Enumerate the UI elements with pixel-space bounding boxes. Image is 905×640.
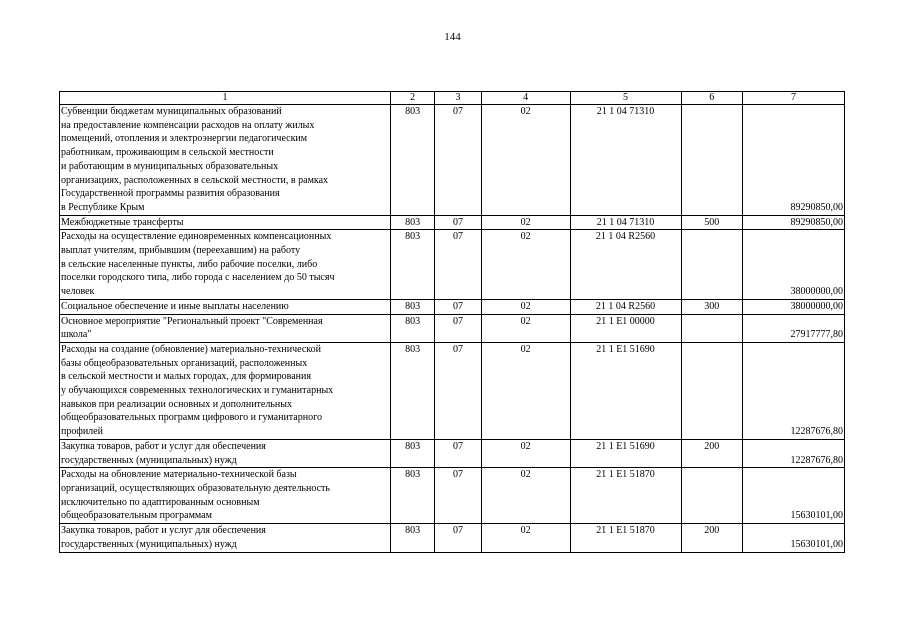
target-article-code: 21 1 E1 00000	[570, 314, 681, 342]
section-code: 07	[435, 299, 481, 314]
subsection-code: 02	[481, 215, 570, 230]
header-cell: 5	[570, 92, 681, 105]
section-code: 07	[435, 314, 481, 342]
table-row	[60, 105, 845, 216]
ministry-code: 803	[390, 299, 434, 314]
ministry-code: 803	[390, 215, 434, 230]
header-cell: 2	[390, 92, 434, 105]
row-name: Закупка товаров, работ и услуг для обеспечения государственных (муниципальных) нужд	[60, 439, 391, 467]
subsection-code: 02	[481, 524, 570, 552]
subsection-code: 02	[481, 439, 570, 467]
section-code: 07	[435, 468, 481, 524]
table-row	[60, 439, 845, 467]
row-name: Расходы на осуществление единовременных компенсационных выплат учителям, прибывшим (переехавшим) на работу в сельские населенные пункты, либо рабочие поселки, либо поселки городского типа, либо города с населением до 50 тысяч человек	[60, 230, 391, 300]
page-number: 144	[444, 31, 461, 43]
expense-type-code	[681, 468, 743, 524]
expense-type-code: 200	[681, 524, 743, 552]
subsection-code: 02	[481, 105, 570, 216]
row-name: Межбюджетные трансферты	[60, 215, 391, 230]
row-name: Основное мероприятие "Региональный проект "Современная школа"	[60, 314, 391, 342]
amount: 15630101,00	[743, 468, 845, 524]
ministry-code: 803	[390, 105, 434, 216]
row-name: Субвенции бюджетам муниципальных образований на предоставление компенсации расходов на оплату жилых помещений, отопления и электроэнергии педагогическим работникам, проживающим в сельской местности и работающим в муниципальных образовательных организациях, расположенных в сельской местности, в рамках Государственной программы развития образования в Республике Крым	[60, 105, 391, 216]
target-article-code: 21 1 E1 51870	[570, 468, 681, 524]
amount: 27917777,80	[743, 314, 845, 342]
table-row	[60, 342, 845, 439]
expense-type-code	[681, 105, 743, 216]
ministry-code: 803	[390, 342, 434, 439]
expense-type-code: 500	[681, 215, 743, 230]
amount: 89290850,00	[743, 215, 845, 230]
table-row	[60, 524, 845, 552]
section-code: 07	[435, 215, 481, 230]
section-code: 07	[435, 524, 481, 552]
subsection-code: 02	[481, 314, 570, 342]
target-article-code: 21 1 E1 51690	[570, 342, 681, 439]
amount: 38000000,00	[743, 299, 845, 314]
ministry-code: 803	[390, 314, 434, 342]
header-cell: 1	[60, 92, 391, 105]
ministry-code: 803	[390, 230, 434, 300]
table-row	[60, 314, 845, 342]
section-code: 07	[435, 230, 481, 300]
amount: 12287676,80	[743, 342, 845, 439]
amount: 89290850,00	[743, 105, 845, 216]
ministry-code: 803	[390, 439, 434, 467]
target-article-code: 21 1 04 R2560	[570, 230, 681, 300]
expense-type-code: 200	[681, 439, 743, 467]
amount: 12287676,80	[743, 439, 845, 467]
subsection-code: 02	[481, 230, 570, 300]
table-row	[60, 299, 845, 314]
header-row	[60, 92, 845, 105]
target-article-code: 21 1 04 71310	[570, 105, 681, 216]
row-name: Расходы на создание (обновление) материально-технической базы общеобразовательных организаций, расположенных в сельской местности и малых городах, для формирования у обучающихся современных технологических и гуманитарных навыков при реализации основных и дополнительных общеобразовательных программ цифрового и гуманитарного профилей	[60, 342, 391, 439]
header-cell: 4	[481, 92, 570, 105]
row-name: Закупка товаров, работ и услуг для обеспечения государственных (муниципальных) нужд	[60, 524, 391, 552]
target-article-code: 21 1 E1 51690	[570, 439, 681, 467]
row-name: Расходы на обновление материально-технической базы организаций, осуществляющих образовательную деятельность исключительно по адаптированным основным общеобразовательным программам	[60, 468, 391, 524]
ministry-code: 803	[390, 468, 434, 524]
budget-table	[59, 91, 845, 553]
amount: 38000000,00	[743, 230, 845, 300]
subsection-code: 02	[481, 342, 570, 439]
section-code: 07	[435, 105, 481, 216]
row-name: Социальное обеспечение и иные выплаты населению	[60, 299, 391, 314]
header-cell: 7	[743, 92, 845, 105]
expense-type-code: 300	[681, 299, 743, 314]
table-row	[60, 230, 845, 300]
table-row	[60, 468, 845, 524]
target-article-code: 21 1 E1 51870	[570, 524, 681, 552]
target-article-code: 21 1 04 71310	[570, 215, 681, 230]
table-row	[60, 215, 845, 230]
target-article-code: 21 1 04 R2560	[570, 299, 681, 314]
header-cell: 6	[681, 92, 743, 105]
header-cell: 3	[435, 92, 481, 105]
amount: 15630101,00	[743, 524, 845, 552]
ministry-code: 803	[390, 524, 434, 552]
subsection-code: 02	[481, 299, 570, 314]
section-code: 07	[435, 342, 481, 439]
expense-type-code	[681, 230, 743, 300]
section-code: 07	[435, 439, 481, 467]
expense-type-code	[681, 342, 743, 439]
expense-type-code	[681, 314, 743, 342]
subsection-code: 02	[481, 468, 570, 524]
